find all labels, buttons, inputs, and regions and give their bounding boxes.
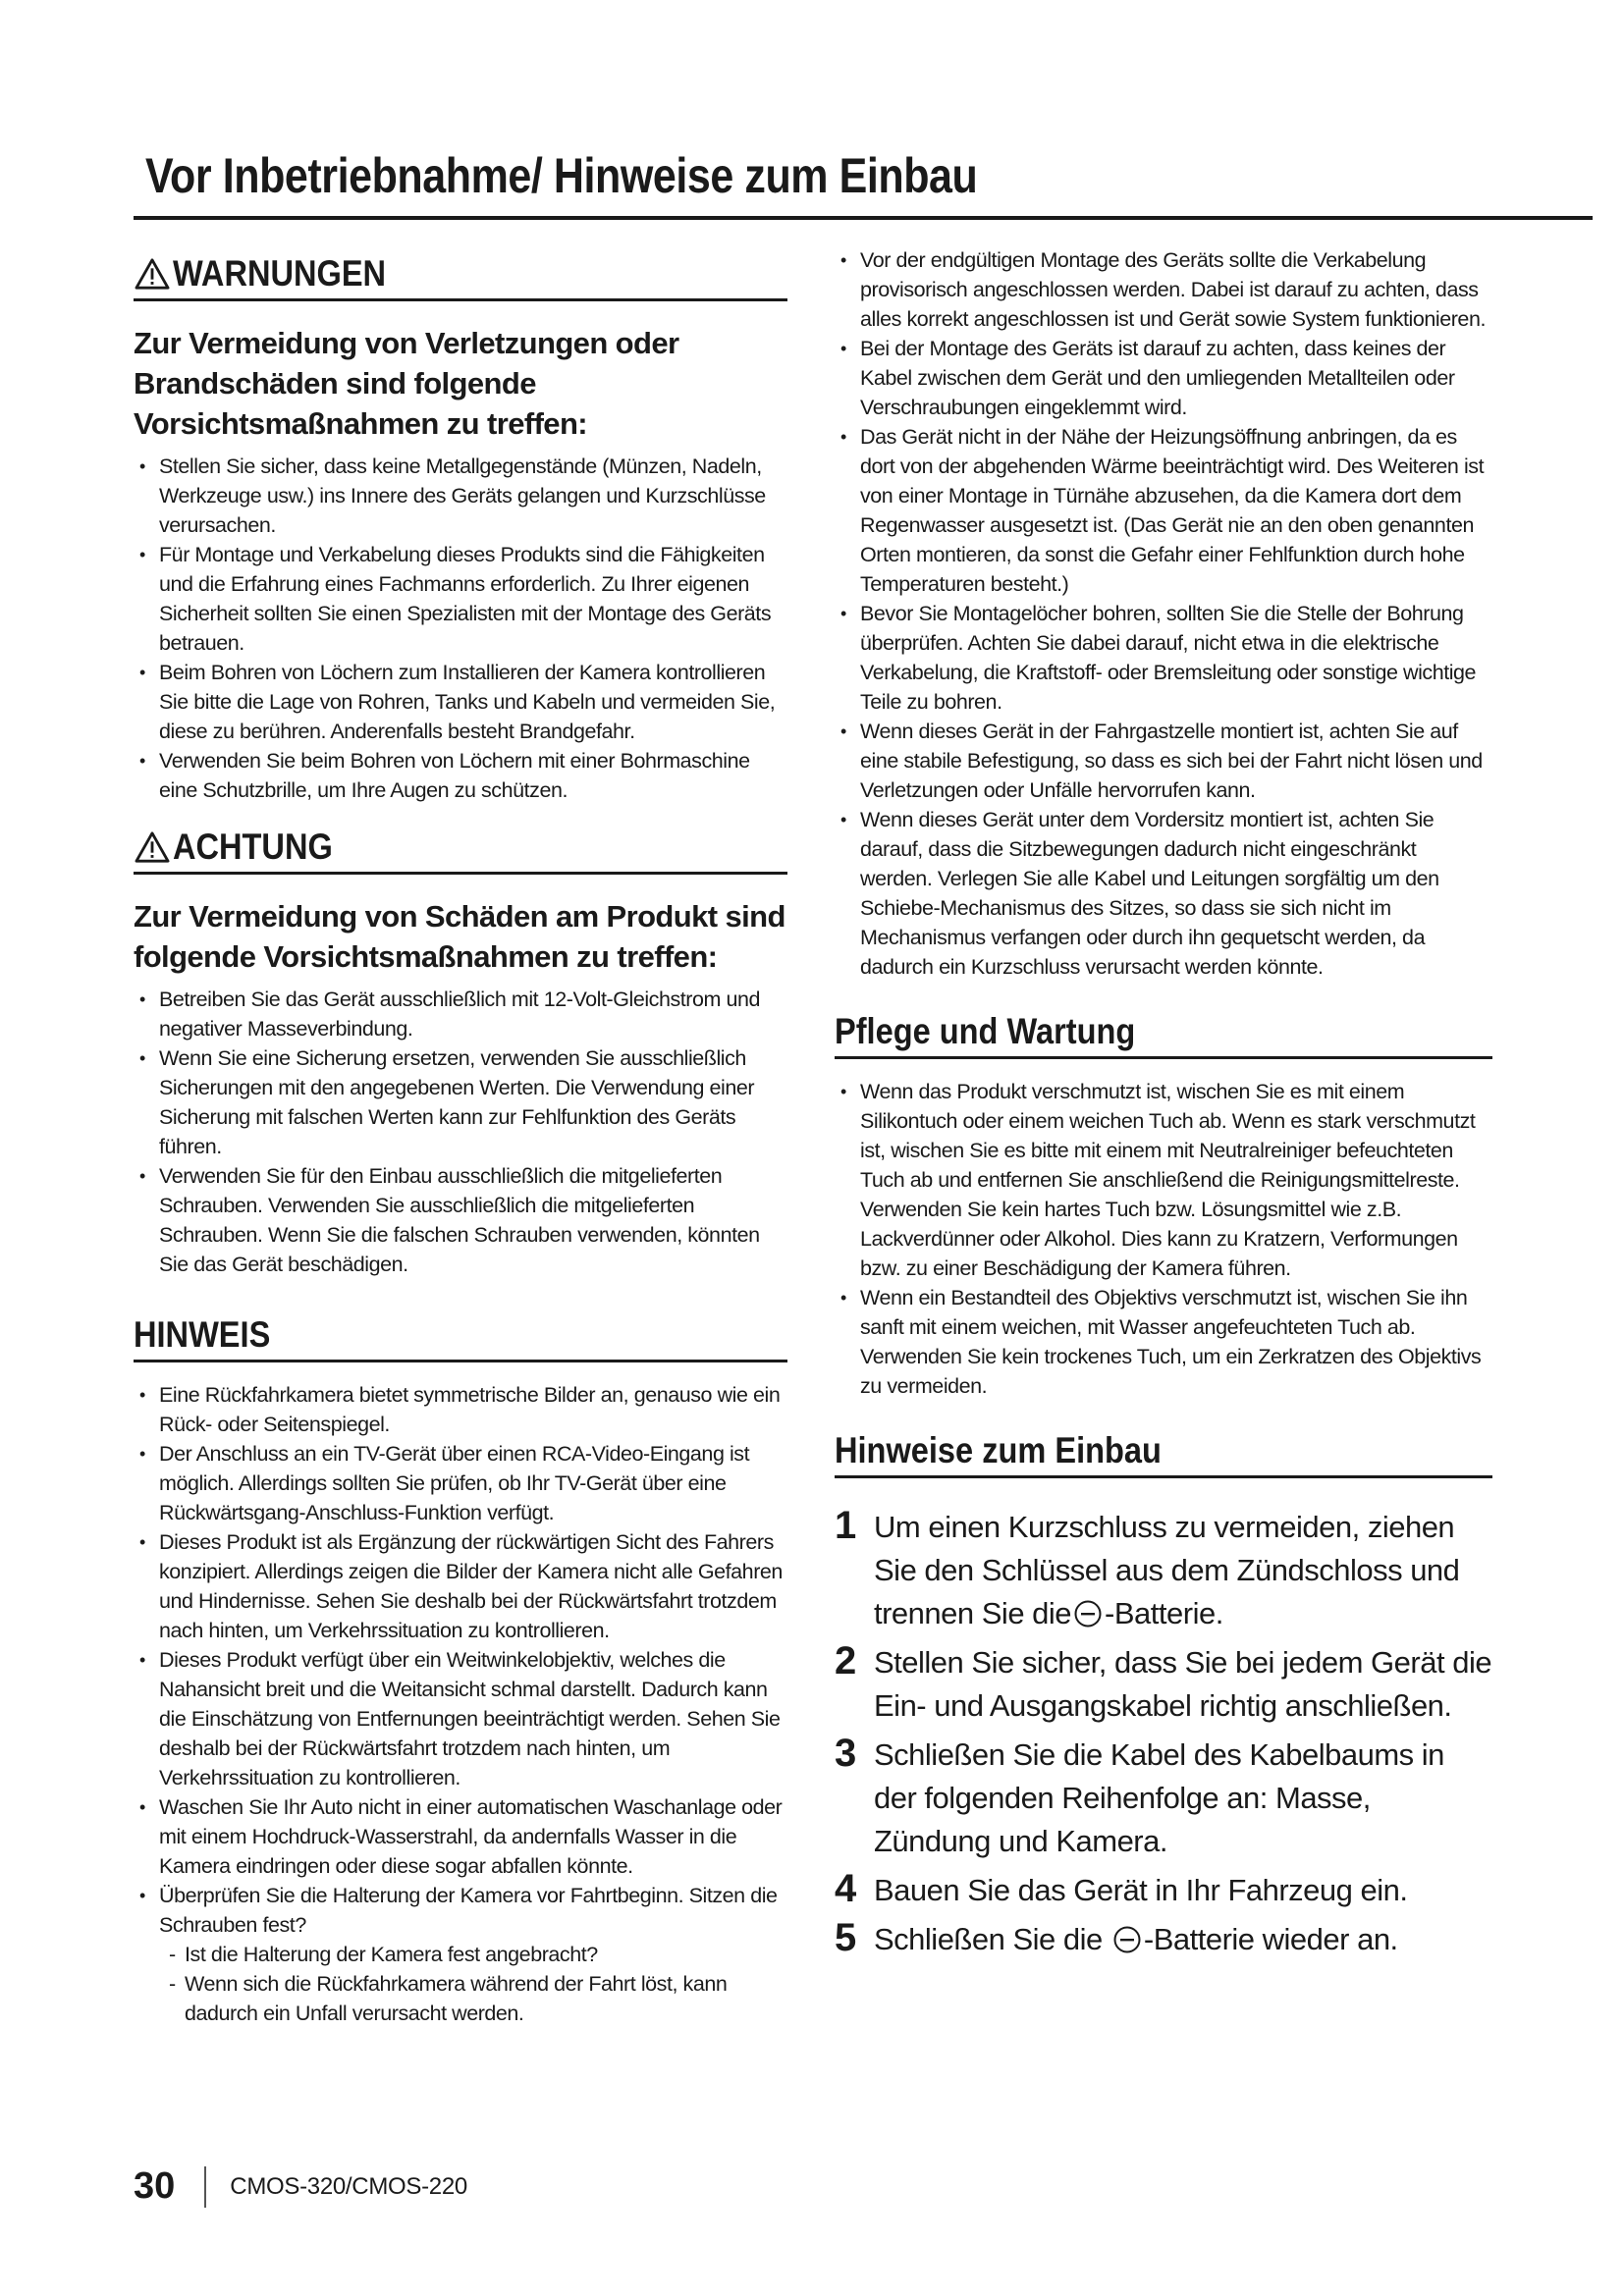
list-item: • Betreiben Sie das Gerät ausschließlich mit 12-Volt-Gleichstrom und negativer Masseverbindung. <box>134 985 787 1043</box>
achtung-list <box>134 985 787 1279</box>
warnungen-subheading: Zur Vermeidung von Verletzungen oder Brandschäden sind folgende Vorsichtsmaßnahmen zu treffen: <box>134 326 679 441</box>
step-text: Bauen Sie das Gerät in Ihr Fahrzeug ein. <box>874 1873 1408 1907</box>
minus-terminal-icon <box>1112 1925 1142 1954</box>
model-name: CMOS-320/CMOS-220 <box>230 2172 467 2200</box>
minus-terminal-icon <box>1073 1599 1103 1629</box>
step-item <box>835 1918 1492 1961</box>
footer-divider <box>204 2166 206 2208</box>
page-title: Vor Inbetriebnahme/ Hinweise zum Einbau <box>145 148 978 203</box>
list-item: • Wenn dieses Gerät unter dem Vordersitz montiert ist, achten Sie darauf, dass die Sitzbewegungen dadurch nicht eingeschränkt werden. Verlegen Sie alle Kabel und Leitungen sorgfältig um den Schiebe-Mechanismus des Sitzes, so dass sie sich nicht im Mechanismus verfangen oder durch ihn gequetscht werden, da dadurch ein Kurzschluss verursacht werden könnte. <box>835 805 1492 982</box>
step-number: 1 <box>835 1504 856 1547</box>
step-text-suffix: -Batterie wieder an. <box>1143 1922 1398 1956</box>
list-item: • Wenn dieses Gerät in der Fahrgastzelle montiert ist, achten Sie auf eine stabile Befestigung, so dass es sich bei der Fahrt nicht lösen und Verletzungen oder Unfälle hervorrufen kann. <box>835 717 1492 805</box>
hinweis-heading <box>134 1314 787 1362</box>
list-item: • Vor der endgültigen Montage des Geräts sollte die Verkabelung provisorisch angeschlossen werden. Dabei ist darauf zu achten, dass alles korrekt angeschlossen ist und Gerät sowie System funktionieren. <box>835 245 1492 334</box>
list-item: • Waschen Sie Ihr Auto nicht in einer automatischen Waschanlage oder mit einem Hochdruck-Wasserstrahl, da andernfalls Wasser in die Kamera eindringen oder diese sogar abfallen könnte. <box>134 1792 787 1881</box>
achtung-heading <box>134 827 787 875</box>
achtung-heading-text: ACHTUNG <box>173 827 333 867</box>
achtung-subheading: Zur Vermeidung von Schäden am Produkt sind folgende Vorsichtsmaßnahmen zu treffen: <box>134 899 785 974</box>
hinweis-list <box>134 1380 787 2028</box>
step-text: Um einen Kurzschluss zu vermeiden, ziehen Sie den Schlüssel aus dem Zündschloss und trennen Sie die <box>874 1510 1460 1630</box>
left-column <box>134 245 787 2028</box>
page-footer <box>134 2165 467 2208</box>
list-item: • Für Montage und Verkabelung dieses Produkts sind die Fähigkeiten und die Erfahrung eines Fachmanns erforderlich. Zu Ihrer eigenen Sicherheit sollten Sie einen Spezialisten mit der Montage des Geräts betrauen. <box>134 540 787 658</box>
step-item <box>835 1506 1492 1635</box>
pflege-heading-text: Pflege und Wartung <box>835 1011 1136 1051</box>
step-item <box>835 1641 1492 1728</box>
step-item <box>835 1734 1492 1863</box>
page-number: 30 <box>134 2165 176 2207</box>
list-item-text: Überprüfen Sie die Halterung der Kamera vor Fahrtbeginn. Sitzen die Schrauben fest? <box>159 1884 778 1937</box>
hinweis-heading-text: HINWEIS <box>134 1314 271 1355</box>
list-item: • Beim Bohren von Löchern zum Installieren der Kamera kontrollieren Sie bitte die Lage von Rohren, Tanks und Kabeln und vermeiden Sie, diese zu berühren. Anderenfalls besteht Brandgefahr. <box>134 658 787 746</box>
warnungen-heading <box>134 253 787 301</box>
warning-triangle-icon <box>134 830 171 864</box>
step-text: Stellen Sie sicher, dass Sie bei jedem Gerät die Ein- und Ausgangskabel richtig anschließen. <box>874 1645 1492 1723</box>
list-item: • Dieses Produkt ist als Ergänzung der rückwärtigen Sicht des Fahrers konzipiert. Allerdings zeigen die Bilder der Kamera nicht alle Gefahren und Hindernisse. Sehen Sie deshalb bei der Rückwärtsfahrt trotzdem nach hinten, um Verkehrssituation zu kontrollieren. <box>134 1527 787 1645</box>
list-item: • Wenn das Produkt verschmutzt ist, wischen Sie es mit einem Silikontuch oder einem weichen Tuch ab. Wenn es stark verschmutzt ist, wischen Sie es bitte mit einem mit Neutralreiniger befeuchteten Tuch ab und entfernen Sie anschließend die Reinigungsmittelreste. Verwenden Sie kein hartes Tuch bzw. Lösungsmittel wie z.B. Lackverdünner oder Alkohol. Dies kann zu Kratzern, Verformungen bzw. zu einer Beschädigung der Kamera führen. <box>835 1077 1492 1283</box>
einbau-steps <box>835 1506 1492 1961</box>
einbau-heading <box>835 1430 1492 1478</box>
list-item: • Wenn ein Bestandteil des Objektivs verschmutzt ist, wischen Sie ihn sanft mit einem weichen, mit Wasser angefeuchteten Tuch ab. Verwenden Sie kein trockenes Tuch, um ein Zerkratzen des Objektivs zu vermeiden. <box>835 1283 1492 1401</box>
sub-list-item: - Wenn sich die Rückfahrkamera während der Fahrt löst, kann dadurch ein Unfall verursacht werden. <box>169 1969 787 2028</box>
warnungen-heading-text: WARNUNGEN <box>173 253 387 294</box>
einbau-heading-text: Hinweise zum Einbau <box>835 1430 1162 1470</box>
list-item: • Dieses Produkt verfügt über ein Weitwinkelobjektiv, welches die Nahansicht breit und die Weitansicht schmal darstellt. Dadurch kann die Einschätzung von Entfernungen beeinträchtigt werden. Sehen Sie deshalb bei der Rückwärtsfahrt trotzdem nach hinten, um Verkehrssituation zu kontrollieren. <box>134 1645 787 1792</box>
step-number: 2 <box>835 1639 856 1682</box>
hinweis-sublist <box>159 1940 787 2028</box>
list-item: • Das Gerät nicht in der Nähe der Heizungsöffnung anbringen, da es dort von der abgehenden Wärme beeinträchtigt wird. Des Weiteren ist von einer Montage in Türnähe abzusehen, da die Kamera dort dem Regenwasser ausgesetzt ist. (Das Gerät nie an den oben genannten Orten montieren, da sonst die Gefahr einer Fehlfunktion durch hohe Temperaturen besteht.) <box>835 422 1492 599</box>
list-item: • Stellen Sie sicher, dass keine Metallgegenstände (Münzen, Nadeln, Werkzeuge usw.) ins Innere des Geräts gelangen und Kurzschlüsse verursachen. <box>134 452 787 540</box>
list-item: • Bevor Sie Montagelöcher bohren, sollten Sie die Stelle der Bohrung überprüfen. Achten Sie dabei darauf, nicht etwa in die elektrische Verkabelung, die Kraftstoff- oder Bremsleitung oder sonstige wichtige Teile zu bohren. <box>835 599 1492 717</box>
step-text-suffix: -Batterie. <box>1105 1596 1223 1630</box>
sub-list-item: - Ist die Halterung der Kamera fest angebracht? <box>169 1940 787 1969</box>
warning-triangle-icon <box>134 257 171 291</box>
step-item <box>835 1869 1492 1912</box>
step-text: Schließen Sie die Kabel des Kabelbaums in der folgenden Reihenfolge an: Masse, Zündung und Kamera. <box>874 1737 1444 1858</box>
right-column <box>835 245 1492 1967</box>
step-number: 4 <box>835 1867 856 1910</box>
list-item: • Verwenden Sie beim Bohren von Löchern mit einer Bohrmaschine eine Schutzbrille, um Ihre Augen zu schützen. <box>134 746 787 805</box>
step-number: 3 <box>835 1732 856 1775</box>
list-item: • Der Anschluss an ein TV-Gerät über einen RCA-Video-Eingang ist möglich. Allerdings sollten Sie prüfen, ob Ihr TV-Gerät über eine Rückwärtsgang-Anschluss-Funktion verfügt. <box>134 1439 787 1527</box>
title-rule <box>134 216 1593 220</box>
list-item: • Wenn Sie eine Sicherung ersetzen, verwenden Sie ausschließlich Sicherungen mit den angegebenen Werten. Die Verwendung einer Sicherung mit falschen Werten kann zur Fehlfunktion des Geräts führen. <box>134 1043 787 1161</box>
step-number: 5 <box>835 1916 856 1959</box>
list-item: • Bei der Montage des Geräts ist darauf zu achten, dass keines der Kabel zwischen dem Gerät und den umliegenden Metallteilen oder Verschraubungen eingeklemmt wird. <box>835 334 1492 422</box>
list-item <box>134 1881 787 2028</box>
list-item: • Verwenden Sie für den Einbau ausschließlich die mitgelieferten Schrauben. Verwenden Sie ausschließlich die mitgelieferten Schrauben. Wenn Sie die falschen Schrauben verwenden, könnten Sie das Gerät beschädigen. <box>134 1161 787 1279</box>
pflege-heading <box>835 1011 1492 1059</box>
warnungen-list <box>134 452 787 805</box>
einbau-notes-list <box>835 245 1492 982</box>
pflege-list <box>835 1077 1492 1401</box>
list-item: • Eine Rückfahrkamera bietet symmetrische Bilder an, genauso wie ein Rück- oder Seitenspiegel. <box>134 1380 787 1439</box>
step-text: Schließen Sie die <box>874 1922 1110 1956</box>
